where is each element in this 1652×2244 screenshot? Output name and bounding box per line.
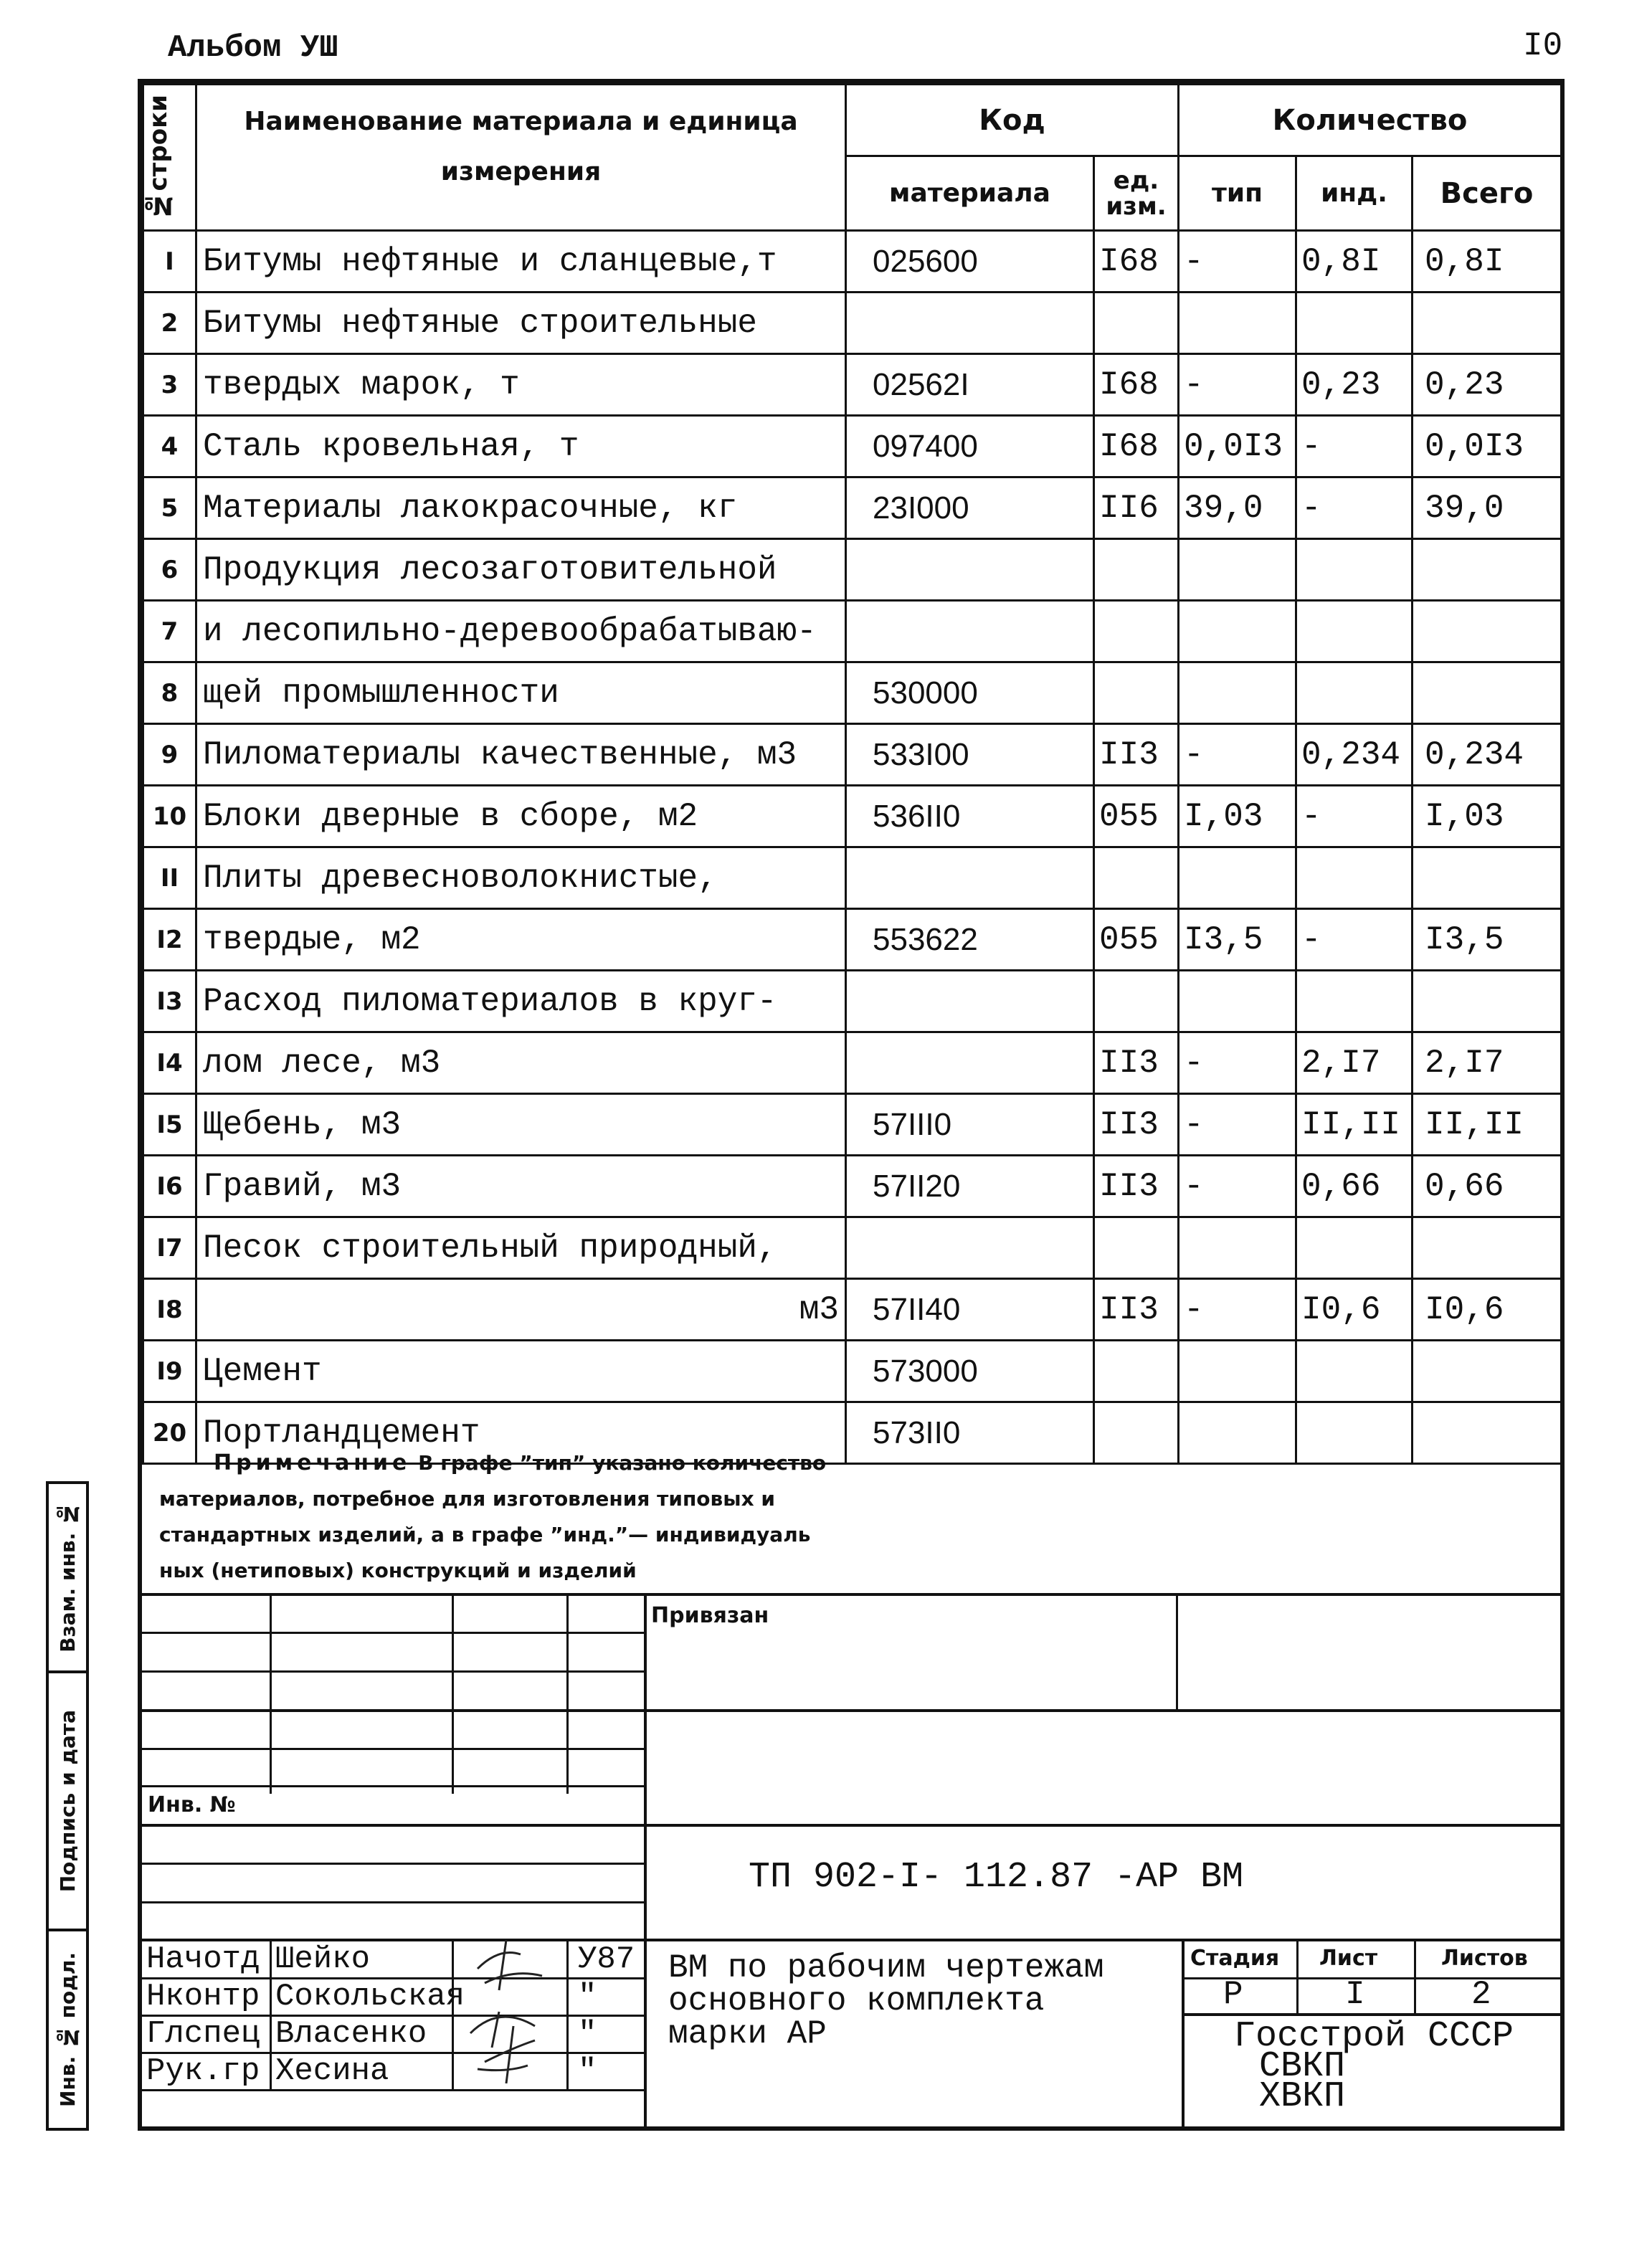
- qty-total: [1413, 293, 1562, 354]
- side-box-podpis: [46, 1670, 89, 1931]
- table-row: [143, 293, 1562, 354]
- row-number: 6: [143, 539, 196, 601]
- note: [159, 1445, 977, 1589]
- material-name: Продукция лесозаготовительной: [196, 539, 846, 601]
- row-number: 9: [143, 724, 196, 786]
- row-number: 7: [143, 601, 196, 662]
- material-code: 02562I: [846, 354, 1094, 416]
- unit-code: II3: [1094, 1094, 1179, 1156]
- qty-total: [1413, 1341, 1562, 1402]
- materials-table: [142, 83, 1562, 1465]
- qty-type: 0,0I3: [1179, 416, 1296, 477]
- material-code: [846, 971, 1094, 1032]
- qty-ind: -: [1296, 416, 1413, 477]
- note-line: В графе ”тип” указано количество: [418, 1451, 827, 1475]
- sig-role: Глспец: [146, 2016, 260, 2052]
- org-line: СВКП: [1258, 2046, 1346, 2087]
- qty-ind: [1296, 1402, 1413, 1464]
- qty-total: 0,23: [1413, 354, 1562, 416]
- table-row: [143, 786, 1562, 847]
- qty-ind: I0,6: [1296, 1279, 1413, 1341]
- qty-total: [1413, 971, 1562, 1032]
- unit-code: [1094, 662, 1179, 724]
- material-name: Расход пиломатериалов в круг-: [196, 971, 846, 1032]
- row-number: I8: [143, 1279, 196, 1341]
- row-number: 5: [143, 477, 196, 539]
- material-code: 57III0: [846, 1094, 1094, 1156]
- material-code: 536II0: [846, 786, 1094, 847]
- row-number: I4: [143, 1032, 196, 1094]
- table-row: [143, 477, 1562, 539]
- qty-ind: -: [1296, 786, 1413, 847]
- privyazan-label: Привязан: [651, 1603, 769, 1628]
- material-code: [846, 601, 1094, 662]
- stage-label: Стадия: [1190, 1946, 1280, 1971]
- qty-total: [1413, 847, 1562, 909]
- table-row: [143, 847, 1562, 909]
- sheets-label: Листов: [1441, 1946, 1528, 1971]
- qty-total: I0,6: [1413, 1279, 1562, 1341]
- material-code: 097400: [846, 416, 1094, 477]
- header-name: Наименование материала и единица измерения: [196, 85, 846, 231]
- material-code: [846, 847, 1094, 909]
- side-label-podpis: Подпись и дата: [55, 1709, 80, 1893]
- material-code: 025600: [846, 231, 1094, 293]
- unit-code: II3: [1094, 1279, 1179, 1341]
- qty-ind: [1296, 847, 1413, 909]
- material-name: м3: [196, 1279, 846, 1341]
- unit-code: [1094, 1217, 1179, 1279]
- header-row-number: №строки: [143, 85, 196, 231]
- table-row: [143, 354, 1562, 416]
- row-number: I2: [143, 909, 196, 971]
- material-code: 533I00: [846, 724, 1094, 786]
- unit-code: [1094, 971, 1179, 1032]
- sig-date: ": [578, 1979, 597, 2015]
- unit-code: II3: [1094, 724, 1179, 786]
- qty-type: [1179, 539, 1296, 601]
- material-name: лом лесе, м3: [196, 1032, 846, 1094]
- material-name: Битумы нефтяные и сланцевые,т: [196, 231, 846, 293]
- note-line: стандартных изделий, а в графе ”инд.”— индивидуаль: [159, 1523, 811, 1546]
- description-line: ВМ по рабочим чертежам: [668, 1949, 1104, 1987]
- row-number: I7: [143, 1217, 196, 1279]
- unit-code: [1094, 1402, 1179, 1464]
- qty-ind: -: [1296, 909, 1413, 971]
- unit-code: I68: [1094, 231, 1179, 293]
- material-code: 573II0: [846, 1402, 1094, 1464]
- material-name: Гравий, м3: [196, 1156, 846, 1217]
- qty-ind: -: [1296, 477, 1413, 539]
- table-row: [143, 601, 1562, 662]
- material-code: 530000: [846, 662, 1094, 724]
- table-row: [143, 1094, 1562, 1156]
- qty-ind: 2,I7: [1296, 1032, 1413, 1094]
- row-number: 3: [143, 354, 196, 416]
- unit-code: [1094, 539, 1179, 601]
- sig-name: Власенко: [275, 2016, 427, 2052]
- page-number: I0: [1523, 27, 1563, 65]
- unit-code: II6: [1094, 477, 1179, 539]
- sig-role: Начотд: [146, 1941, 260, 1977]
- org-line: ХВКП: [1258, 2076, 1346, 2117]
- album-label: Альбом УШ: [168, 30, 338, 66]
- row-number: 8: [143, 662, 196, 724]
- qty-type: I,03: [1179, 786, 1296, 847]
- qty-total: I3,5: [1413, 909, 1562, 971]
- row-number: 2: [143, 293, 196, 354]
- table-row: [143, 1032, 1562, 1094]
- qty-total: 0,0I3: [1413, 416, 1562, 477]
- table-row: [143, 231, 1562, 293]
- material-code: [846, 293, 1094, 354]
- material-name: Плиты древесноволокнистые,: [196, 847, 846, 909]
- side-box-vzam: [46, 1481, 89, 1673]
- unit-code: [1094, 847, 1179, 909]
- row-number: 10: [143, 786, 196, 847]
- qty-type: I3,5: [1179, 909, 1296, 971]
- table-row: [143, 539, 1562, 601]
- unit-code: 055: [1094, 909, 1179, 971]
- qty-total: [1413, 1402, 1562, 1464]
- qty-total: [1413, 662, 1562, 724]
- qty-ind: [1296, 601, 1413, 662]
- table-row: [143, 1217, 1562, 1279]
- qty-type: -: [1179, 1156, 1296, 1217]
- sig-name: Шейко: [275, 1941, 371, 1977]
- document-description: [668, 1949, 1104, 2053]
- qty-type: [1179, 1341, 1296, 1402]
- row-number: 4: [143, 416, 196, 477]
- unit-code: I68: [1094, 354, 1179, 416]
- sheets-value: 2: [1471, 1976, 1491, 2013]
- qty-ind: [1296, 293, 1413, 354]
- org-line: Госстрой СССР: [1233, 2016, 1514, 2057]
- material-name: Материалы лакокрасочные, кг: [196, 477, 846, 539]
- qty-total: I,03: [1413, 786, 1562, 847]
- header-code: Код: [846, 85, 1179, 156]
- side-label-inv: Инв. № подл.: [55, 1952, 80, 2107]
- qty-total: 39,0: [1413, 477, 1562, 539]
- table-row: [143, 1341, 1562, 1402]
- inv-no-label: Инв. №: [148, 1792, 236, 1817]
- sig-role: Нконтр: [146, 1979, 260, 2015]
- qty-ind: 0,66: [1296, 1156, 1413, 1217]
- row-number: II: [143, 847, 196, 909]
- sheet-value: I: [1345, 1976, 1365, 2013]
- table-body: [143, 231, 1562, 1464]
- table-row: [143, 1156, 1562, 1217]
- qty-total: [1413, 539, 1562, 601]
- qty-type: [1179, 601, 1296, 662]
- sheet-label: Лист: [1319, 1946, 1378, 1971]
- qty-ind: [1296, 1341, 1413, 1402]
- side-box-inv: [46, 1929, 89, 2131]
- material-code: 57II20: [846, 1156, 1094, 1217]
- qty-ind: 0,23: [1296, 354, 1413, 416]
- unit-code: II3: [1094, 1032, 1179, 1094]
- sig-date: ": [578, 2053, 597, 2089]
- sig-name: Сокольская: [275, 1979, 465, 2015]
- header-qty-type: тип: [1179, 156, 1296, 231]
- unit-code: [1094, 1341, 1179, 1402]
- row-number: I6: [143, 1156, 196, 1217]
- material-name: твердые, м2: [196, 909, 846, 971]
- row-number: 20: [143, 1402, 196, 1464]
- qty-type: 39,0: [1179, 477, 1296, 539]
- unit-code: I68: [1094, 416, 1179, 477]
- document-code: ТП 902-I- 112.87 -АР ВМ: [749, 1857, 1244, 1898]
- qty-total: [1413, 601, 1562, 662]
- material-name: и лесопильно-деревообрабатываю-: [196, 601, 846, 662]
- sig-date: У87: [578, 1941, 635, 1977]
- qty-type: -: [1179, 724, 1296, 786]
- table-row: [143, 1279, 1562, 1341]
- qty-type: -: [1179, 231, 1296, 293]
- material-name: Пиломатериалы качественные, м3: [196, 724, 846, 786]
- material-name: Сталь кровельная, т: [196, 416, 846, 477]
- description-line: основного комплекта: [668, 1982, 1045, 2020]
- side-label-vzam: Взам. инв. №: [55, 1502, 80, 1653]
- qty-total: II,II: [1413, 1094, 1562, 1156]
- qty-ind: [1296, 539, 1413, 601]
- material-code: 23I000: [846, 477, 1094, 539]
- unit-code: 055: [1094, 786, 1179, 847]
- qty-type: -: [1179, 354, 1296, 416]
- material-name: Цемент: [196, 1341, 846, 1402]
- qty-total: 2,I7: [1413, 1032, 1562, 1094]
- material-name: Битумы нефтяные строительные: [196, 293, 846, 354]
- qty-total: 0,66: [1413, 1156, 1562, 1217]
- header-code-unit: ед. изм.: [1094, 156, 1179, 231]
- qty-type: -: [1179, 1094, 1296, 1156]
- material-name: щей промышленности: [196, 662, 846, 724]
- material-code: [846, 539, 1094, 601]
- material-name: Щебень, м3: [196, 1094, 846, 1156]
- table-row: [143, 662, 1562, 724]
- qty-type: [1179, 971, 1296, 1032]
- material-code: [846, 1032, 1094, 1094]
- qty-ind: II,II: [1296, 1094, 1413, 1156]
- material-name: твердых марок, т: [196, 354, 846, 416]
- qty-type: -: [1179, 1032, 1296, 1094]
- row-number: I3: [143, 971, 196, 1032]
- qty-type: [1179, 847, 1296, 909]
- qty-ind: 0,8I: [1296, 231, 1413, 293]
- signature-scribbles: [456, 1919, 571, 2091]
- note-line: материалов, потребное для изготовления типовых и: [159, 1487, 775, 1511]
- header-qty-total: Всего: [1413, 156, 1562, 231]
- sig-name: Хесина: [275, 2053, 389, 2089]
- qty-ind: [1296, 971, 1413, 1032]
- qty-total: [1413, 1217, 1562, 1279]
- organization: [1230, 2016, 1517, 2117]
- header-code-material: материала: [846, 156, 1094, 231]
- material-code: 573000: [846, 1341, 1094, 1402]
- unit-code: [1094, 293, 1179, 354]
- row-number: I5: [143, 1094, 196, 1156]
- unit-code: [1094, 601, 1179, 662]
- row-number: I9: [143, 1341, 196, 1402]
- material-name: Блоки дверные в сборе, м2: [196, 786, 846, 847]
- qty-total: 0,8I: [1413, 231, 1562, 293]
- sig-role: Рук.гр: [146, 2053, 260, 2089]
- material-name: Песок строительный природный,: [196, 1217, 846, 1279]
- qty-type: [1179, 293, 1296, 354]
- qty-type: [1179, 662, 1296, 724]
- material-code: 553622: [846, 909, 1094, 971]
- row-number: I: [143, 231, 196, 293]
- table-row: [143, 724, 1562, 786]
- unit-code: II3: [1094, 1156, 1179, 1217]
- header-quantity: Количество: [1179, 85, 1562, 156]
- qty-type: [1179, 1217, 1296, 1279]
- qty-ind: 0,234: [1296, 724, 1413, 786]
- table-row: [143, 971, 1562, 1032]
- header-qty-ind: инд.: [1296, 156, 1413, 231]
- qty-type: [1179, 1402, 1296, 1464]
- qty-total: 0,234: [1413, 724, 1562, 786]
- table-row: [143, 416, 1562, 477]
- material-name: Портландцемент: [196, 1402, 846, 1464]
- description-line: марки АР: [668, 2015, 827, 2053]
- sig-date: ": [578, 2016, 597, 2052]
- material-code: 57II40: [846, 1279, 1094, 1341]
- qty-ind: [1296, 1217, 1413, 1279]
- note-line: ных (нетиповых) конструкций и изделий: [159, 1559, 637, 1582]
- table-row: [143, 909, 1562, 971]
- note-title: Примечание: [214, 1450, 412, 1475]
- stage-value: Р: [1223, 1976, 1243, 2013]
- material-code: [846, 1217, 1094, 1279]
- qty-type: -: [1179, 1279, 1296, 1341]
- qty-ind: [1296, 662, 1413, 724]
